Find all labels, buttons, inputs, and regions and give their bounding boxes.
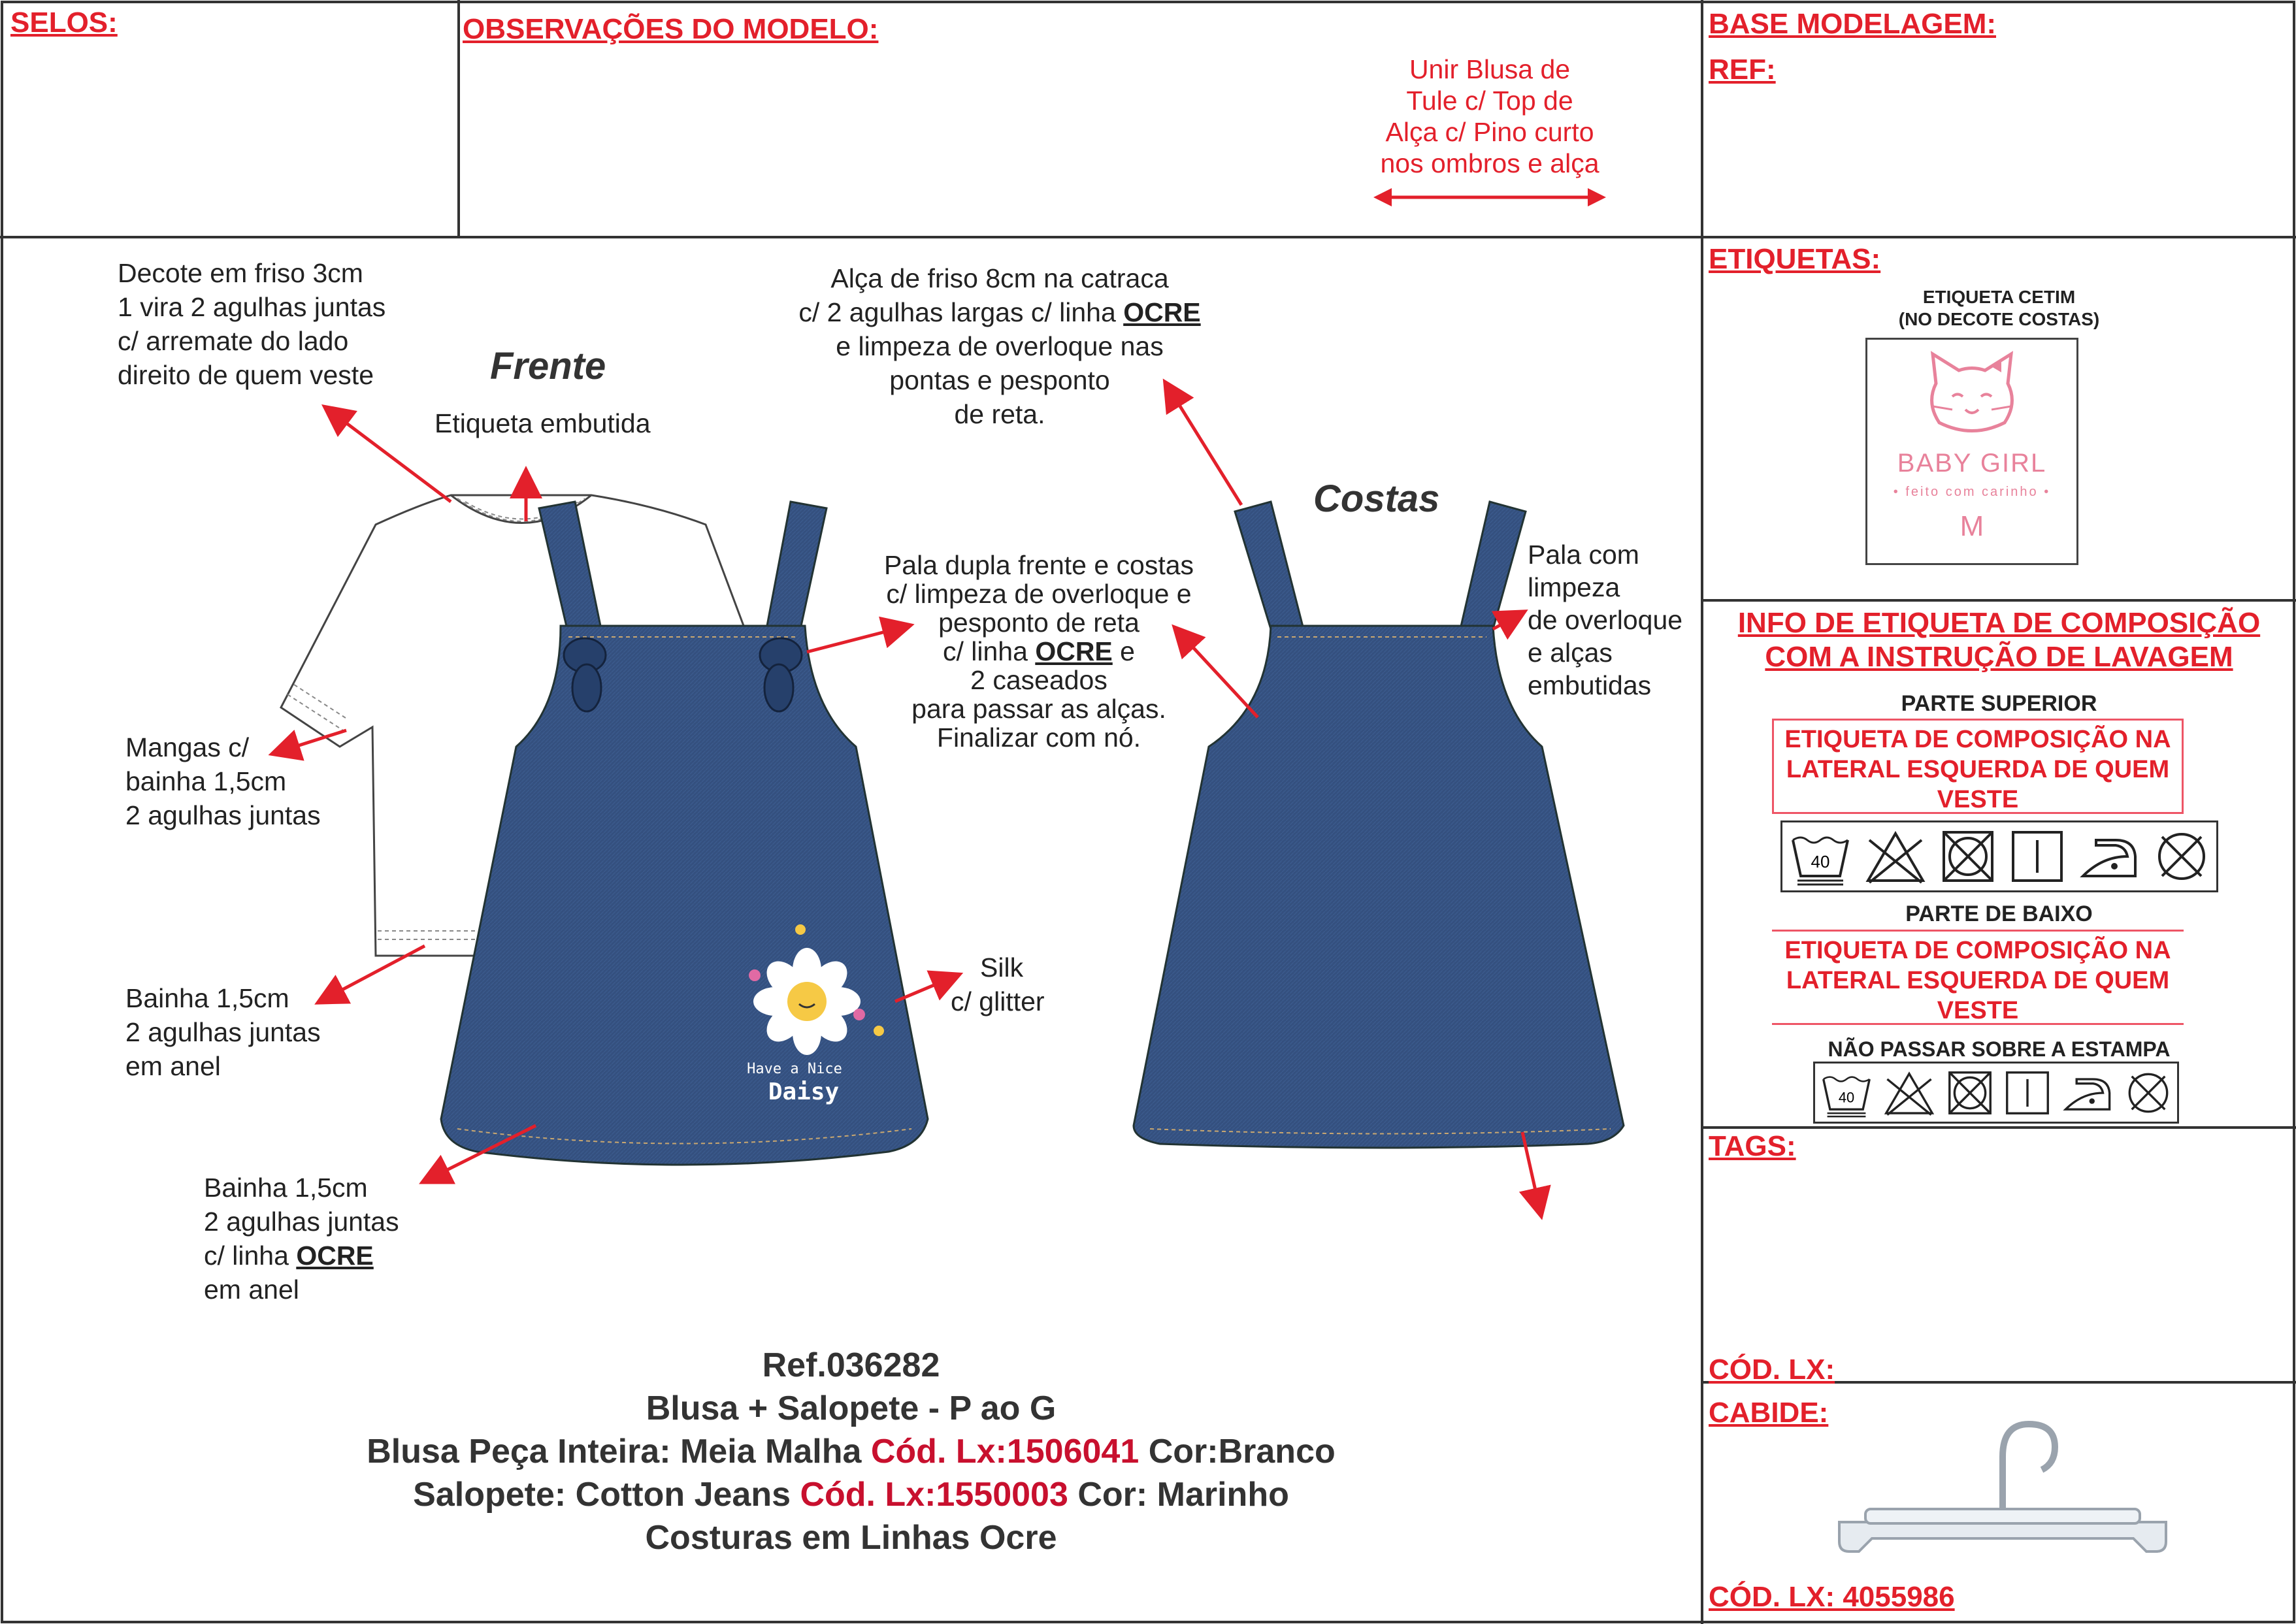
wash-40-icon — [1819, 1068, 1874, 1118]
base-modelagem-label: BASE MODELAGEM: — [1709, 8, 1996, 40]
tags-label: TAGS: — [1709, 1130, 1796, 1162]
composicao-superior: ETIQUETA DE COMPOSIÇÃO NA LATERAL ESQUERDA DE QUEM VESTE — [1772, 719, 2184, 814]
care-symbols-baixo — [1813, 1062, 2179, 1124]
cabide-code: CÓD. LX: 4055986 — [1709, 1581, 1955, 1613]
note-mangas: Mangas c/ bainha 1,5cm 2 agulhas juntas — [125, 732, 321, 830]
line-dry-icon — [2008, 827, 2067, 886]
back-title: Costas — [1313, 478, 1440, 520]
ref-label: REF: — [1709, 54, 1776, 86]
wash-40-icon — [1788, 827, 1853, 886]
note-alca: Alça de friso 8cm na catraca c/ 2 agulhas largas c/ linha OCRE e limpeza de overloque nas pontas e pesponto de reta. — [798, 263, 1201, 429]
iron-low-icon — [2076, 827, 2142, 886]
note-pala: Pala dupla frente e costas c/ limpeza de overloque e pesponto de reta c/ linha OCRE e 2 caseados para passar as alças. Finalizar com nó. — [883, 550, 1194, 753]
parte-superior-label: PARTE SUPERIOR — [1901, 691, 2097, 716]
note-silk: Silk c/ glitter — [951, 952, 1045, 1016]
spec-block — [0, 1344, 1702, 1559]
no-tumble-dry-icon — [1945, 1068, 1995, 1118]
note-pala-costas: Pala com limpeza de overloque e alças embutidas — [1528, 540, 1683, 700]
hanger-icon — [1826, 1411, 2179, 1561]
no-tumble-dry-icon — [1939, 827, 1997, 886]
double-arrow-icon — [1372, 183, 1607, 212]
spec-title: Blusa + Salopete - P ao G — [646, 1389, 1057, 1427]
svg-text:40: 40 — [1839, 1088, 1855, 1105]
satin-label — [1865, 338, 2078, 565]
spec-blusa: Blusa Peça Inteira: Meia Malha Cód. Lx:1506041 Cor:Branco — [367, 1433, 1336, 1470]
print-line1: Have a Nice — [747, 1061, 842, 1077]
no-bleach-icon — [1882, 1068, 1937, 1118]
nao-passar-label: NÃO PASSAR SOBRE A ESTAMPA — [1828, 1037, 2171, 1061]
iron-low-icon — [2060, 1068, 2115, 1118]
no-dry-clean-icon — [2124, 1068, 2173, 1118]
cat-logo-icon — [1913, 348, 2031, 446]
composicao-baixo: ETIQUETA DE COMPOSIÇÃO NA LATERAL ESQUERDA DE QUEM VESTE — [1772, 930, 2184, 1025]
note-etiqueta-embutida: Etiqueta embutida — [435, 408, 651, 438]
spec-ref: Ref.036282 — [762, 1346, 940, 1384]
no-bleach-icon — [1863, 827, 1928, 886]
join-note: Unir Blusa de Tule c/ Top de Alça c/ Pino curto nos ombros e alça — [1380, 54, 1599, 178]
selos-label: SELOS: — [10, 7, 118, 39]
label-brand: BABY GIRL — [1897, 449, 2047, 478]
spec-salopete: Salopete: Cotton Jeans Cód. Lx:1550003 Cor: Marinho — [413, 1476, 1289, 1514]
front-title: Frente — [490, 345, 606, 387]
parte-baixo-label: PARTE DE BAIXO — [1905, 901, 2093, 926]
spec-costuras: Costuras em Linhas Ocre — [645, 1519, 1057, 1557]
line-dry-icon — [2003, 1068, 2052, 1118]
print-line2: Daisy — [768, 1079, 840, 1105]
etiquetas-label: ETIQUETAS: — [1709, 243, 1881, 275]
svg-text:40: 40 — [1811, 852, 1830, 871]
cod-lx-label: CÓD. LX: — [1709, 1354, 1835, 1386]
etiqueta-cetim: ETIQUETA CETIM (NO DECOTE COSTAS) — [1898, 287, 2100, 329]
info-title: INFO DE ETIQUETA DE COMPOSIÇÃO COM A INSTRUÇÃO DE LAVAGEM — [1737, 607, 2261, 673]
note-bainha-blusa: Bainha 1,5cm 2 agulhas juntas em anel — [125, 983, 321, 1081]
note-bainha-salopete: Bainha 1,5cm 2 agulhas juntas c/ linha OCRE em anel — [204, 1173, 399, 1305]
label-tagline: • feito com carinho • — [1893, 485, 2051, 499]
no-dry-clean-icon — [2152, 827, 2211, 886]
observacoes-label: OBSERVAÇÕES DO MODELO: — [463, 13, 879, 45]
cabide-label: CABIDE: — [1709, 1397, 1829, 1429]
label-size: M — [1960, 510, 1984, 542]
note-decote: Decote em friso 3cm 1 vira 2 agulhas juntas c/ arremate do lado direito de quem veste — [118, 258, 386, 390]
care-symbols-superior — [1780, 820, 2218, 892]
